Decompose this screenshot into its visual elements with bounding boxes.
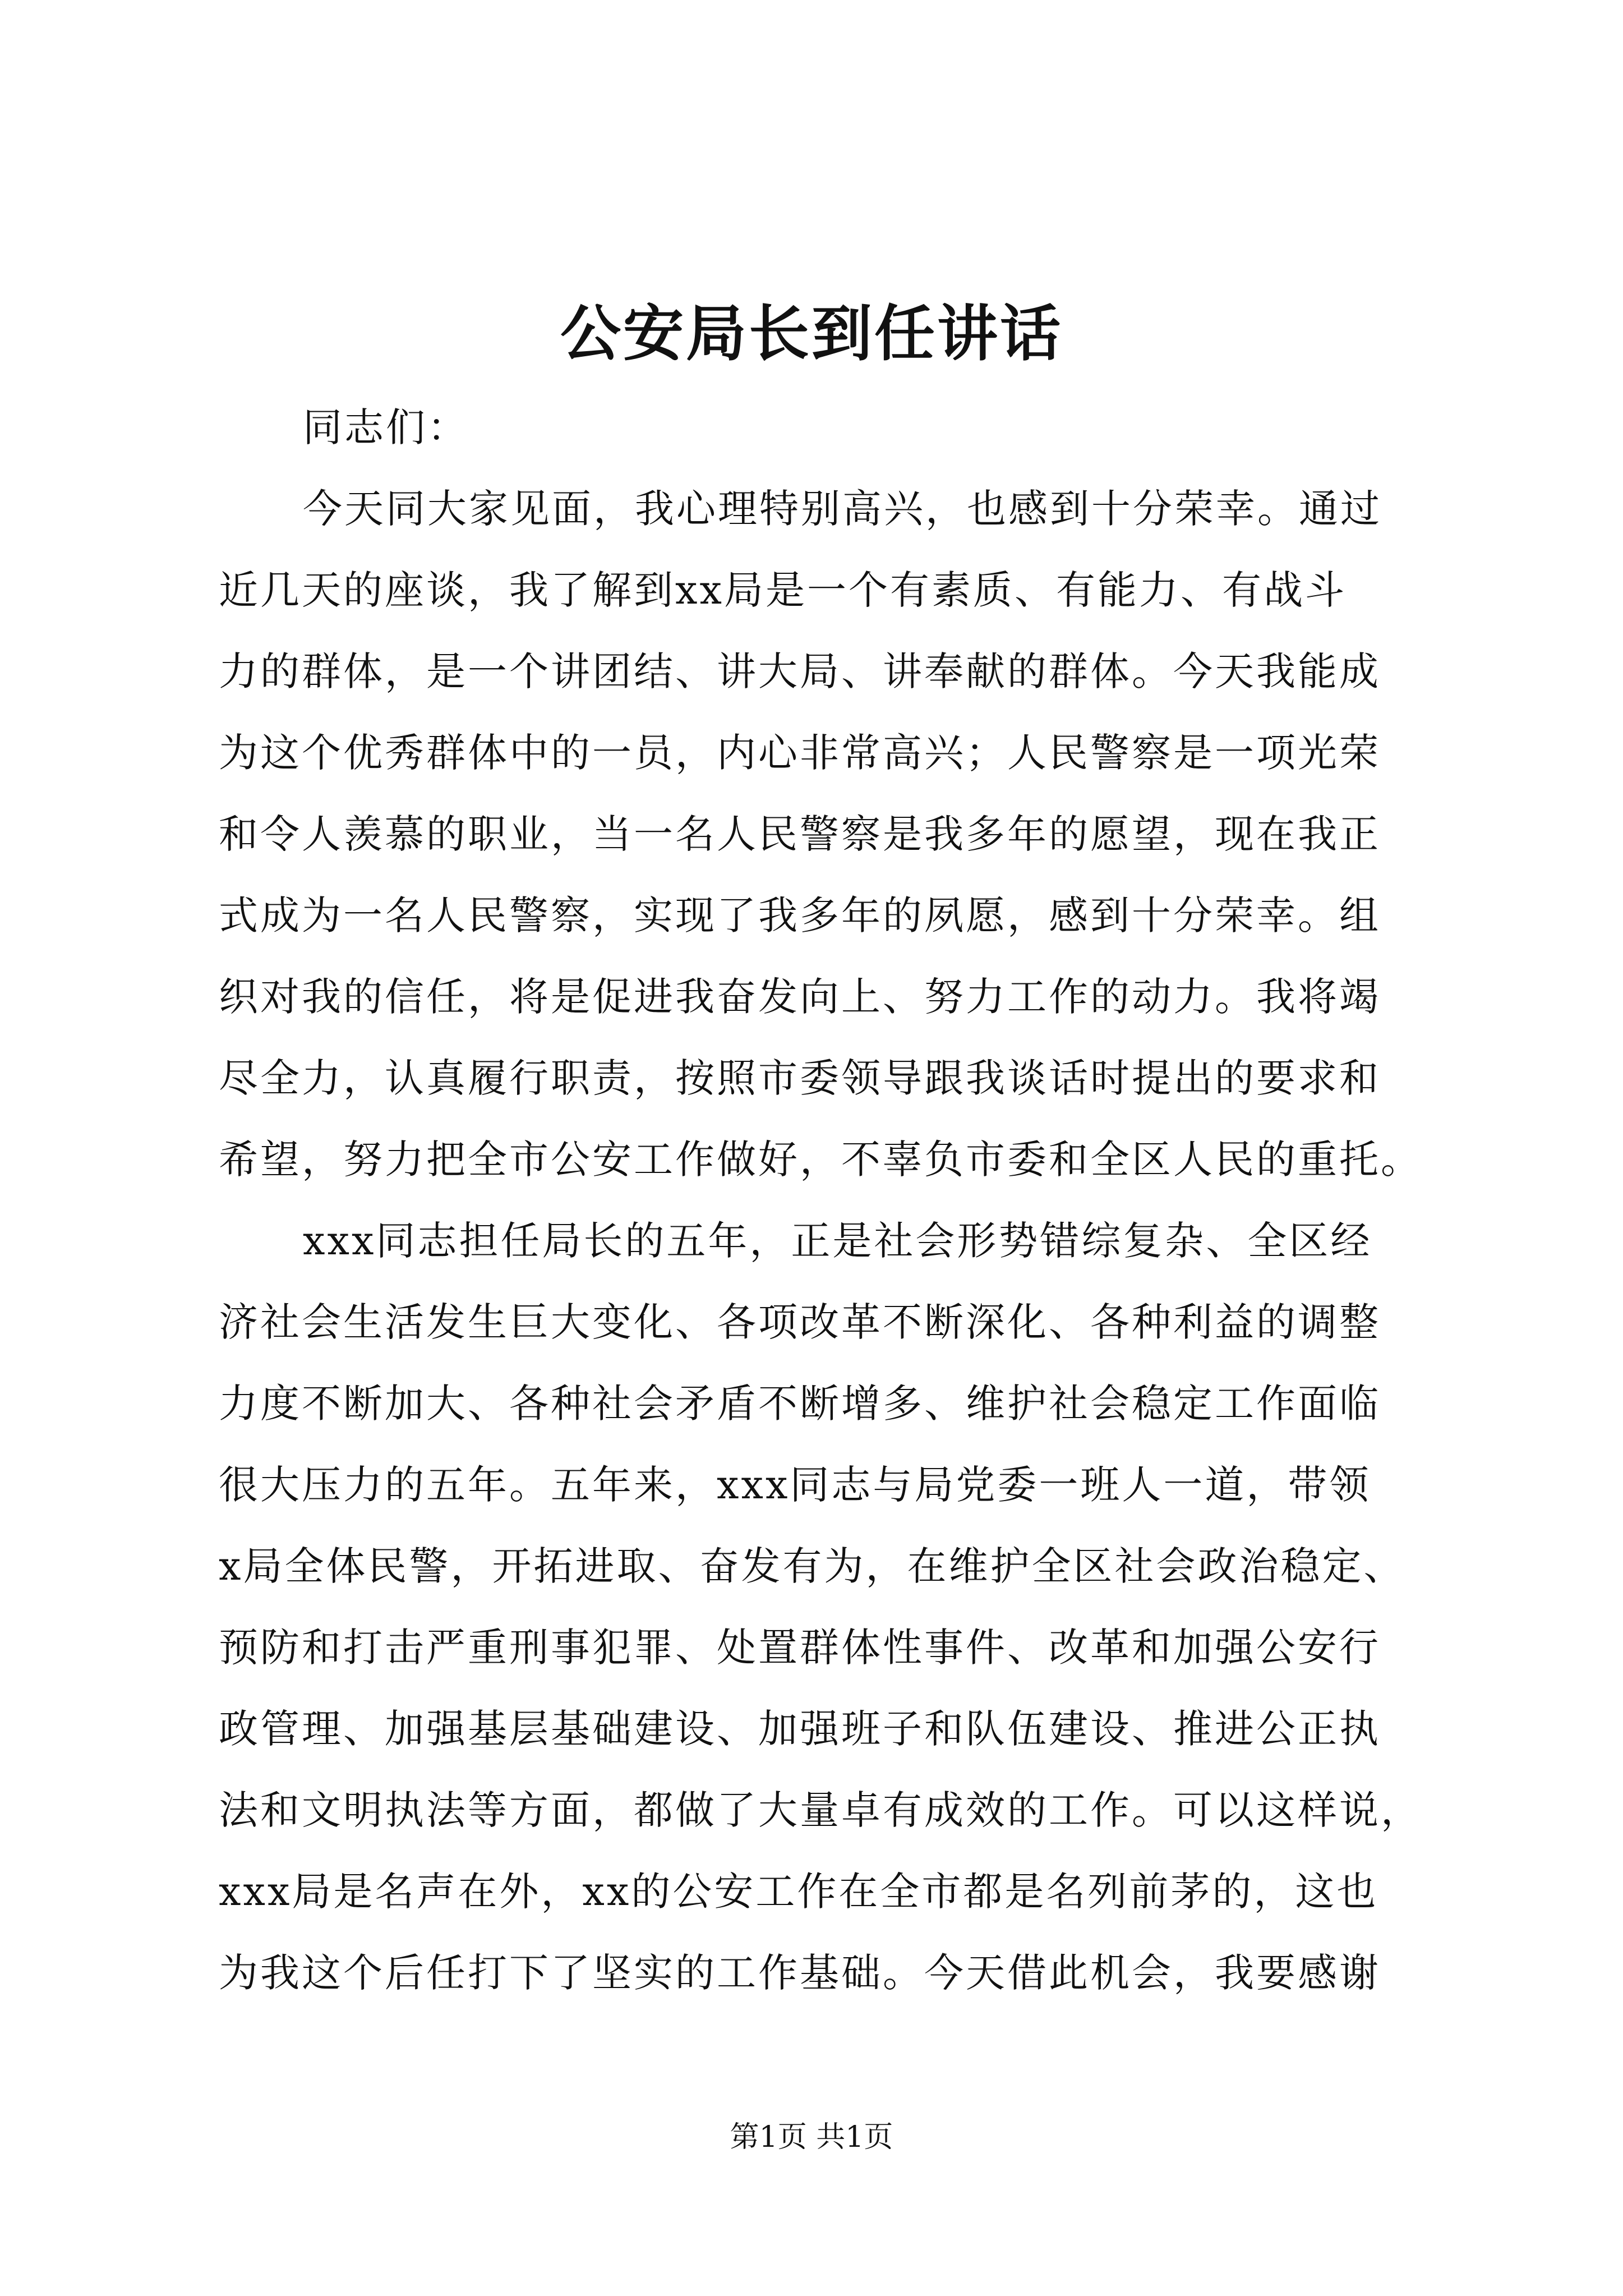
paragraph-line: 为这个优秀群体中的一员，内心非常高兴；人民警察是一项光荣 [219,730,1381,776]
paragraph-line: 预防和打击严重刑事犯罪、处置群体性事件、改革和加强公安行 [219,1625,1381,1671]
paragraph-line: 济社会生活发生巨大变化、各项改革不断深化、各种利益的调整 [219,1299,1381,1345]
paragraph-line: 政管理、加强基层基础建设、加强班子和队伍建设、推进公正执 [219,1706,1381,1752]
paragraph-line: 近几天的座谈，我了解到xx局是一个有素质、有能力、有战斗 [219,567,1347,613]
page-footer: 第1页 共1页 [730,2120,893,2154]
paragraph-line: 力度不断加大、各种社会矛盾不断增多、维护社会稳定工作面临 [219,1381,1381,1427]
paragraph-line: 尽全力，认真履行职责，按照市委领导跟我谈话时提出的要求和 [219,1055,1381,1101]
paragraph-line: xxx同志担任局长的五年，正是社会形势错综复杂、全区经 [303,1218,1372,1264]
salutation-line: 同志们： [303,404,469,450]
document-body [219,387,1422,2014]
document-title: 公安局长到任讲话 [560,298,1063,369]
paragraph-line: 法和文明执法等方面，都做了大量卓有成效的工作。可以这样说， [219,1787,1422,1833]
paragraph-line: 力的群体，是一个讲团结、讲大局、讲奉献的群体。今天我能成 [219,648,1381,694]
paragraph-line: x局全体民警，开拓进取、奋发有为，在维护全区社会政治稳定、 [219,1543,1405,1589]
paragraph-line: 希望，努力把全市公安工作做好，不辜负市委和全区人民的重托。 [219,1137,1422,1182]
paragraph-line: 织对我的信任，将是促进我奋发向上、努力工作的动力。我将竭 [219,974,1381,1020]
paragraph-line: 今天同大家见面，我心理特别高兴，也感到十分荣幸。通过 [303,486,1382,532]
paragraph-line: 式成为一名人民警察，实现了我多年的夙愿，感到十分荣幸。组 [219,892,1381,938]
paragraph-line: 和令人羡慕的职业，当一名人民警察是我多年的愿望，现在我正 [219,811,1381,857]
paragraph-line: 为我这个后任打下了坚实的工作基础。今天借此机会，我要感谢 [219,1950,1381,1996]
paragraph-line: xxx局是名声在外，xx的公安工作在全市都是名列前茅的，这也 [219,1869,1378,1915]
paragraph-line: 很大压力的五年。五年来，xxx同志与局党委一班人一道，带领 [219,1462,1371,1508]
